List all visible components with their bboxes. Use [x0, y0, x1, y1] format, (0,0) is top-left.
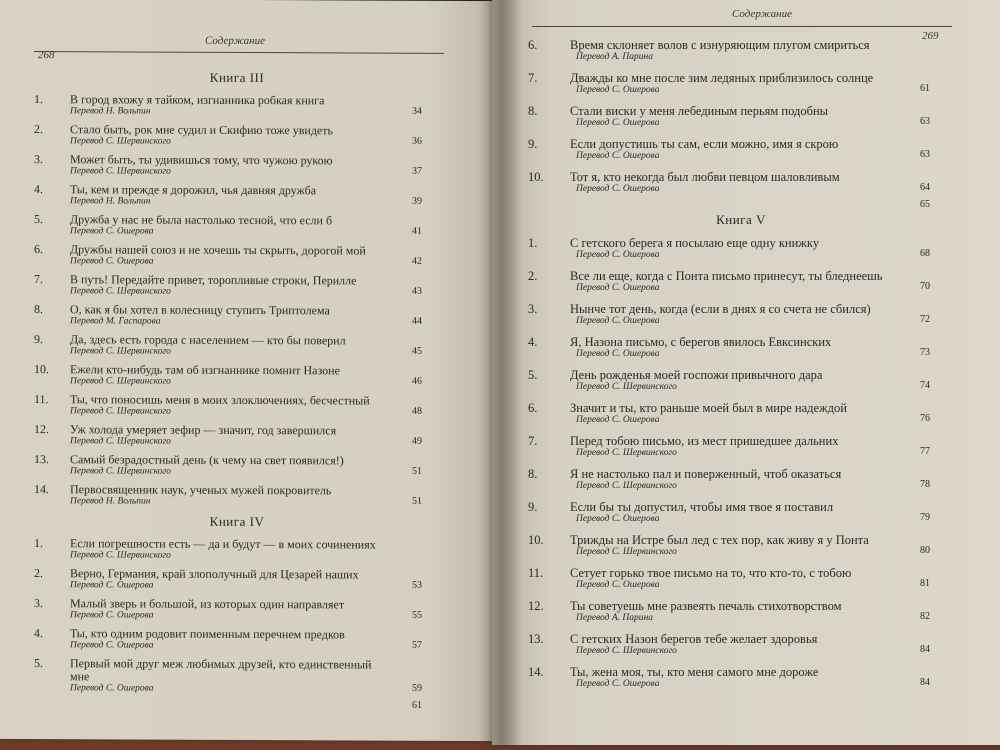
left-page-number: 268 [38, 49, 55, 62]
entry-number: 2. [528, 269, 538, 283]
toc-entry [34, 92, 422, 119]
entry-translator: Перевод С. Ошерова [576, 118, 660, 128]
toc-entry [34, 596, 422, 623]
entry-title [528, 269, 930, 283]
entry-number: 6. [528, 38, 538, 52]
entry-number: 13. [528, 632, 544, 646]
entry-translator: Перевод С. Ошерова [70, 683, 154, 694]
entry-page-number: 79 [920, 512, 930, 523]
entry-page-number: 64 [920, 182, 930, 193]
entry-translator: Перевод С. Ошерова [70, 256, 154, 267]
entry-page-number: 73 [920, 347, 930, 358]
entry-number: 8. [34, 302, 43, 317]
entry-translator: Перевод А. Парина [576, 52, 653, 62]
entry-number: 11. [34, 392, 49, 407]
toc-entry [34, 182, 422, 209]
entry-title-text: Стало быть, рок мне судил и Скифию тоже увидеть [70, 122, 333, 138]
entry-number: 3. [528, 302, 538, 316]
entry-title-text: С гетского берега я посылаю еще одну книжку [570, 236, 820, 250]
entry-translator: Перевод С. Шервинского [70, 406, 171, 417]
right-toc [528, 38, 930, 698]
toc-entry [34, 422, 422, 449]
entry-page-number: 57 [412, 639, 422, 651]
entry-title-text: Ты, что поносишь меня в моих злоключениях, бесчестный [70, 392, 370, 408]
entry-translator: Перевод С. Шервинского [70, 550, 171, 561]
entry-translator: Перевод С. Шервинского [576, 547, 677, 557]
entry-number: 6. [34, 242, 43, 257]
entry-number: 1. [528, 236, 538, 250]
entry-page-number: 43 [412, 285, 422, 297]
entry-translator: Перевод С. Шервинского [70, 346, 171, 357]
entry-number: 3. [34, 596, 43, 611]
entry-page-number: 68 [920, 248, 930, 259]
entry-translator: Перевод С. Шервинского [70, 376, 171, 387]
entry-title-text: Сетует горько твое письмо на то, что кто-то, с тобою [570, 566, 852, 580]
entry-page-number: 42 [412, 255, 422, 267]
entry-translator: Перевод С. Шервинского [576, 382, 677, 392]
entry-page-number: 81 [920, 578, 930, 589]
entry-page-number: 82 [920, 611, 930, 622]
entry-number: 2. [34, 566, 43, 581]
right-running-header: Содержание [732, 8, 793, 20]
toc-entry [34, 302, 422, 329]
toc-entry [528, 500, 930, 525]
entry-number: 8. [528, 104, 538, 118]
entry-title-text: Если допустишь ты сам, если можно, имя я скрою [570, 137, 839, 151]
toc-entry [34, 392, 422, 419]
entry-translator: Перевод С. Ошерова [70, 610, 154, 621]
entry-number: 5. [34, 656, 43, 671]
entry-translator: Перевод С. Шервинского [576, 448, 677, 458]
toc-entry [528, 170, 930, 195]
toc-entry [34, 656, 422, 696]
entry-page-number: 61 [920, 83, 930, 94]
entry-title-text: Все ли еще, когда с Понта письмо принесут, ты бледнеешь [570, 269, 883, 283]
entry-title-text: Я, Назона письмо, с берегов явилось Евксинских [570, 335, 832, 349]
entry-number: 4. [528, 335, 538, 349]
entry-title [528, 104, 930, 118]
entry-number: 4. [34, 626, 43, 641]
toc-entry [34, 122, 422, 149]
entry-page-number: 34 [412, 105, 422, 117]
toc-entry [528, 566, 930, 591]
entry-title-text: Стали виски у меня лебединым перьям подобны [570, 104, 829, 118]
entry-translator: Перевод С. Ошерова [576, 283, 660, 293]
entry-number: 6. [528, 401, 538, 415]
entry-title-text: В путь! Передайте привет, торопливые строки, Перилле [70, 272, 357, 288]
entry-number: 11. [528, 566, 544, 580]
toc-entry [34, 536, 422, 563]
toc-entry [34, 566, 422, 593]
entry-translator: Перевод С. Ошерова [576, 514, 660, 524]
entry-number: 12. [34, 422, 49, 437]
entry-number: 7. [528, 434, 538, 448]
entry-translator: Перевод М. Гаспарова [70, 316, 161, 327]
entry-translator: Перевод С. Ошерова [576, 184, 660, 194]
entry-title-text: Может быть, ты удивишься тому, что чужою рукою [70, 152, 333, 168]
toc-entry [528, 137, 930, 162]
entry-number: 2. [34, 122, 43, 137]
entry-title-text: В город вхожу я тайком, изгнанника робкая книга [70, 92, 325, 108]
left-running-header: Содержание [205, 34, 266, 48]
entry-page-number: 45 [412, 345, 422, 357]
entry-title [528, 632, 930, 646]
toc-entry [528, 104, 930, 129]
entry-number: 4. [34, 182, 43, 197]
toc-entry [34, 152, 422, 179]
entry-title [528, 599, 930, 613]
entry-page-number: 51 [412, 465, 422, 477]
toc-entry [34, 242, 422, 269]
left-header-rule [34, 51, 444, 54]
toc-entry [528, 368, 930, 393]
book-heading: Книга V [716, 212, 766, 227]
entry-number: 3. [34, 152, 43, 167]
entry-title-text: Если погрешности есть — да и будут — в моих сочинениях [70, 536, 376, 552]
entry-number: 7. [528, 71, 538, 85]
toc-entry [528, 632, 930, 657]
entry-page-number: 41 [412, 225, 422, 237]
entry-translator: Перевод С. Ошерова [576, 679, 660, 689]
entry-page-number: 55 [412, 609, 422, 621]
toc-entry [528, 302, 930, 327]
entry-page-number: 77 [920, 446, 930, 457]
entry-translator: Перевод С. Ошерова [70, 226, 154, 237]
entry-number: 10. [528, 170, 544, 184]
entry-translator: Перевод С. Шервинского [70, 286, 171, 297]
entry-page-number: 39 [412, 195, 422, 207]
entry-title [528, 401, 930, 415]
entry-translator: Перевод С. Ошерова [576, 316, 660, 326]
toc-entry [34, 626, 422, 653]
entry-title [528, 38, 930, 52]
entry-title-text: Тот я, кто некогда был любви певцом шаловливым [570, 170, 840, 184]
trailing-page-number: 61 [412, 699, 422, 711]
toc-entry [34, 452, 422, 479]
entry-title-text: Я не настолько пал и поверженный, чтоб оказаться [570, 467, 842, 481]
toc-entry [528, 269, 930, 294]
entry-translator: Перевод С. Ошерова [576, 349, 660, 359]
entry-title [528, 335, 930, 349]
entry-page-number: 78 [920, 479, 930, 490]
entry-translator: Перевод Н. Вольпин [70, 196, 151, 207]
entry-page-number: 76 [920, 413, 930, 424]
entry-title [528, 236, 930, 250]
entry-page-number: 59 [412, 682, 422, 694]
toc-entry [528, 71, 930, 96]
entry-title-text: Значит и ты, кто раньше моей был в мире надеждой [570, 401, 847, 415]
toc-entry [528, 38, 930, 63]
entry-number: 14. [34, 482, 49, 497]
entry-title-text: Дважды ко мне после зим ледяных приблизилось солнце [570, 71, 874, 85]
entry-page-number: 53 [412, 579, 422, 591]
entry-page-number: 49 [412, 435, 422, 447]
entry-title-text: Время склоняет волов с изнуряющим плугом смириться [570, 38, 870, 52]
entry-number: 9. [34, 332, 43, 347]
toc-entry [528, 665, 930, 690]
entry-title-text: Ты, жена моя, ты, кто меня самого мне дороже [570, 665, 819, 679]
entry-title-text: Трижды на Истре был лед с тех пор, как живу я у Понта [570, 533, 869, 547]
toc-entry [34, 212, 422, 239]
entry-translator: Перевод С. Шервинского [70, 466, 171, 477]
entry-title-text: Ты, кем и прежде я дорожил, чья давняя дружба [70, 182, 317, 198]
entry-title [528, 533, 930, 547]
toc-entry [34, 482, 422, 509]
entry-title-text: Нынче тот день, когда (если в днях я со счета не сбился) [570, 302, 871, 316]
entry-translator: Перевод С. Ошерова [576, 250, 660, 260]
entry-title [528, 368, 930, 382]
trailing-page-number: 65 [920, 199, 930, 210]
entry-number: 10. [528, 533, 544, 547]
entry-translator: Перевод С. Ошерова [576, 85, 660, 95]
entry-number: 9. [528, 137, 538, 151]
entry-title-text: Ты советуешь мне развеять печаль стихотворством [570, 599, 842, 613]
entry-page-number: 51 [412, 495, 422, 507]
entry-title-text: Дружбы нашей союз и не хочешь ты скрыть, дорогой мой [70, 242, 366, 258]
toc-entry [528, 335, 930, 360]
entry-title-text: Первый мой друг меж любимых друзей, кто единственный мне [70, 656, 372, 684]
entry-number: 1. [34, 92, 43, 107]
toc-entry [528, 236, 930, 261]
left-toc [34, 65, 422, 711]
entry-title-text: Малый зверь и большой, из которых один направляет [70, 596, 345, 612]
entry-translator: Перевод Н. Вольпин [70, 496, 151, 507]
entry-translator: Перевод С. Ошерова [576, 580, 660, 590]
entry-title-text: Первосвященник наук, ученых мужей покровитель [70, 482, 332, 498]
entry-number: 12. [528, 599, 544, 613]
entry-title [528, 665, 930, 679]
entry-title-text: Если бы ты допустил, чтобы имя твое я поставил [570, 500, 834, 514]
entry-translator: Перевод С. Ошерова [70, 580, 154, 591]
entry-title-text: Верно, Германия, край злополучный для Цезарей наших [70, 566, 359, 582]
entry-number: 1. [34, 536, 43, 551]
entry-title [528, 434, 930, 448]
book-heading: Книга III [209, 69, 265, 86]
entry-page-number: 72 [920, 314, 930, 325]
entry-number: 7. [34, 272, 43, 287]
entry-number: 9. [528, 500, 538, 514]
toc-entry [34, 272, 422, 299]
entry-title [528, 467, 930, 481]
entry-number: 14. [528, 665, 544, 679]
entry-number: 13. [34, 452, 49, 467]
entry-translator: Перевод С. Шервинского [70, 166, 171, 177]
entry-page-number: 70 [920, 281, 930, 292]
entry-page-number: 36 [412, 135, 422, 147]
entry-number: 5. [528, 368, 538, 382]
book-heading: Книга IV [209, 513, 265, 530]
entry-translator: Перевод С. Ошерова [576, 151, 660, 161]
entry-translator: Перевод С. Шервинского [576, 646, 677, 656]
entry-page-number: 63 [920, 149, 930, 160]
entry-title-text: Дружба у нас не была настолько тесной, что если б [70, 212, 333, 228]
right-page-number: 269 [922, 30, 939, 42]
entry-title-text: Перед тобою письмо, из мест пришедшее дальних [570, 434, 839, 448]
toc-entry [528, 401, 930, 426]
toc-entry [528, 434, 930, 459]
entry-page-number: 80 [920, 545, 930, 556]
entry-page-number: 37 [412, 165, 422, 177]
toc-entry [528, 467, 930, 492]
entry-translator: Перевод С. Ошерова [576, 415, 660, 425]
entry-translator: Перевод С. Шервинского [576, 481, 677, 491]
left-page [0, 0, 500, 741]
entry-page-number: 63 [920, 116, 930, 127]
entry-translator: Перевод А. Парина [576, 613, 653, 623]
entry-title-text: Ежели кто-нибудь там об изгнаннике помнит Назоне [70, 362, 340, 378]
entry-title [528, 302, 930, 316]
entry-title-text: День рожденья моей госпожи привычного дара [570, 368, 823, 382]
entry-title-text: Ты, кто одним родовит поименным перечнем предков [70, 626, 345, 642]
entry-title-text: Да, здесь есть города с населением — кто бы поверил [70, 332, 346, 348]
entry-title [528, 566, 930, 580]
entry-translator: Перевод С. Ошерова [70, 640, 154, 651]
entry-page-number: 46 [412, 375, 422, 387]
entry-title [528, 71, 930, 85]
entry-number: 8. [528, 467, 538, 481]
entry-translator: Перевод С. Шервинского [70, 136, 171, 147]
entry-title-text: С гетских Назон берегов тебе желает здоровья [570, 632, 818, 646]
entry-title [528, 170, 930, 184]
entry-title-text: Уж холода умеряет зефир — значит, год завершился [70, 422, 337, 438]
entry-page-number: 48 [412, 405, 422, 417]
entry-number: 10. [34, 362, 49, 377]
entry-page-number: 84 [920, 644, 930, 655]
entry-page-number: 44 [412, 315, 422, 327]
entry-page-number: 74 [920, 380, 930, 391]
entry-title [528, 500, 930, 514]
entry-title [528, 137, 930, 151]
toc-entry [528, 599, 930, 624]
toc-entry [34, 332, 422, 359]
entry-title-text: Самый безрадостный день (к чему на свет появился!) [70, 452, 344, 468]
entry-translator: Перевод Н. Вольпин [70, 106, 151, 117]
entry-page-number: 84 [920, 677, 930, 688]
entry-title [34, 656, 422, 685]
entry-translator: Перевод С. Шервинского [70, 436, 171, 447]
entry-number: 5. [34, 212, 43, 227]
entry-title-text: О, как я бы хотел в колесницу ступить Триптолема [70, 302, 330, 318]
toc-entry [34, 362, 422, 389]
right-header-rule [532, 26, 952, 27]
toc-entry [528, 533, 930, 558]
